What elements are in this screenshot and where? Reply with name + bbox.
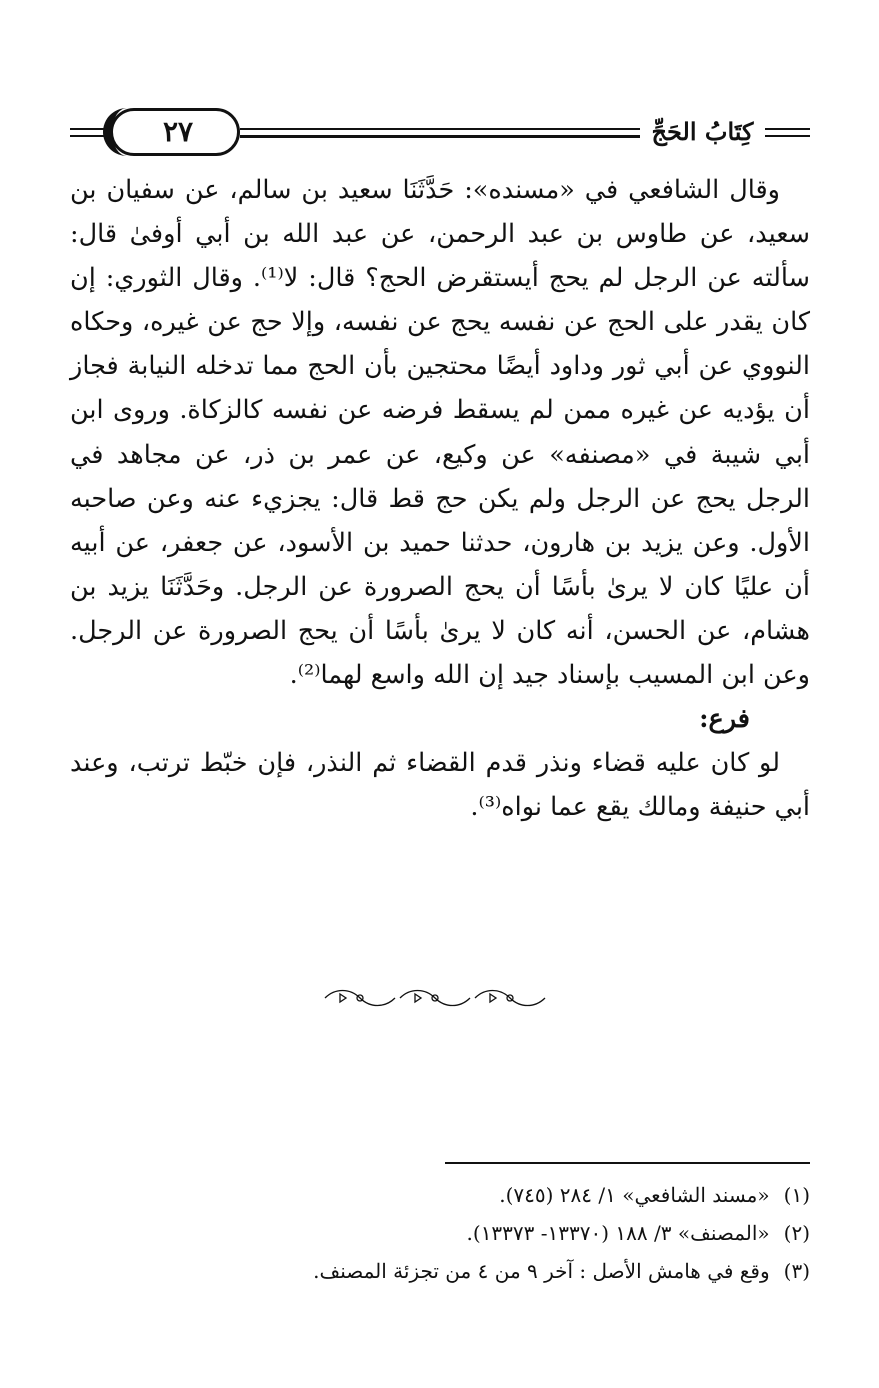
footnote-text: «المصنف» ٣/ ١٨٨ (١٣٣٧٠- ١٣٣٧٣).	[466, 1221, 770, 1245]
book-title: كِتَابُ الحَجِّ	[651, 117, 754, 146]
page-header	[70, 104, 810, 160]
footnotes	[70, 1176, 810, 1290]
floral-divider-icon	[320, 986, 550, 1010]
page-number-badge	[110, 108, 240, 156]
header-rule	[765, 128, 810, 130]
header-rule	[240, 135, 640, 138]
main-text	[70, 168, 810, 829]
page-number: ٢٧	[162, 115, 194, 148]
footnote	[70, 1214, 810, 1252]
paragraph: لو كان عليه قضاء ونذر قدم القضاء ثم النذر، فإن خبّط ترتب، وعند أبي حنيفة ومالك يقع عما نواه⁽³⁾.	[70, 748, 810, 823]
section-heading: فرع:	[699, 704, 750, 735]
footnote-text: «مسند الشافعي» ١/ ٢٨٤ (٧٤٥).	[499, 1183, 770, 1207]
header-rule	[240, 128, 640, 130]
footnote-number: (٣)	[783, 1259, 810, 1283]
footnote-separator	[445, 1162, 810, 1164]
footnote-text: وقع في هامش الأصل : آخر ٩ من ٤ من تجزئة المصنف.	[313, 1259, 770, 1283]
footnote-number: (٢)	[783, 1221, 810, 1245]
footnote	[70, 1176, 810, 1214]
paragraph: وقال الشافعي في «مسنده»: حَدَّثَنَا سعيد بن سالم، عن سفيان بن سعيد، عن طاوس بن عبد الرحمن، عن عبد الله بن أبي أوفىٰ قال: سألته عن الرجل لم يحج أيستقرض الحج؟ قال: لا⁽¹⁾. وقال الثوري: إن كان يقدر على الحج عن نفسه يحج عن نفسه، وإلا حج عن غيره، وحكاه النووي عن أبي ثور وداود أيضًا محتجين بأن الحج مما تدخله النيابة فجاز أن يؤديه عن غيره ممن لم يسقط فرضه عن نفسه كالزكاة. وروى ابن أبي شيبة في «مصنفه» عن وكيع، عن عمر بن ذر، عن مجاهد في الرجل يحج عن الرجل ولم يكن حج قط قال: يجزيء عنه وعن صاحبه الأول. وعن يزيد بن هارون، حدثنا حميد بن الأسود، عن جعفر، عن أبيه أن عليًا كان لا يرىٰ بأسًا أن يحج الصرورة عن الرجل. وحَدَّثَنَا يزيد بن هشام، عن الحسن، أنه كان لا يرىٰ بأسًا أن يحج الصرورة عن الرجل. وعن ابن المسيب بإسناد جيد إن الله واسع لهما⁽²⁾.	[70, 175, 810, 691]
header-rule	[765, 135, 810, 137]
footnote	[70, 1252, 810, 1290]
footnote-number: (١)	[783, 1183, 810, 1207]
